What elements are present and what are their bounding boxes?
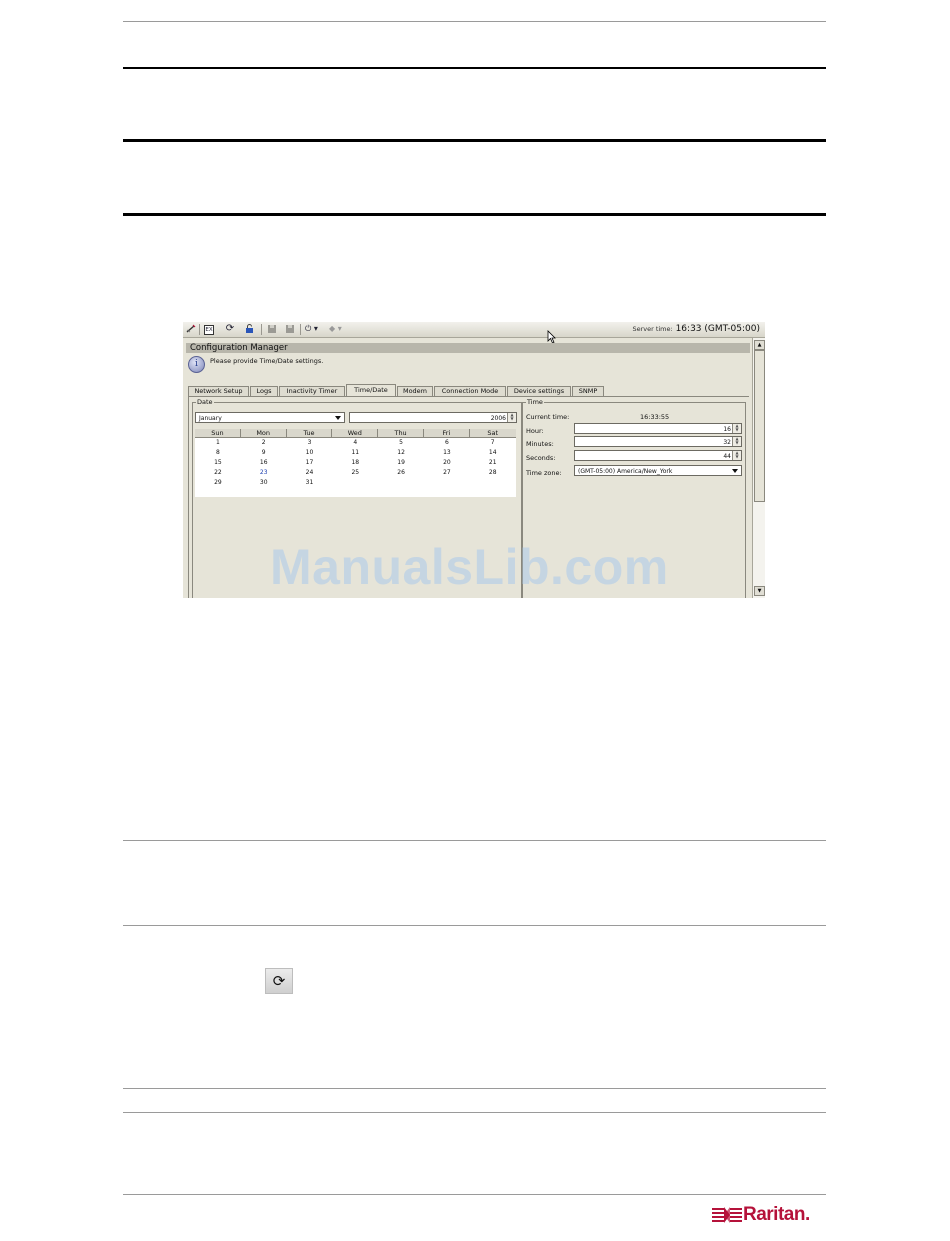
info-message: Please provide Time/Date settings. [210, 357, 324, 365]
seconds-label: Seconds: [526, 454, 556, 462]
calendar-day[interactable]: 13 [443, 449, 451, 456]
minutes-label: Minutes: [526, 440, 554, 448]
calendar-day[interactable]: 23 [259, 469, 268, 476]
scroll-down-icon[interactable]: ▼ [754, 586, 765, 596]
time-group-title: Time [527, 398, 543, 406]
info-icon: i [188, 356, 205, 373]
weekday-header: Wed [332, 429, 378, 437]
disk-icon[interactable] [267, 324, 277, 334]
calendar-day[interactable]: 6 [444, 439, 449, 446]
timezone-select[interactable] [574, 465, 742, 476]
tab-bar [188, 384, 748, 396]
chevron-down-icon [732, 469, 738, 473]
calendar-day[interactable]: 16 [259, 459, 268, 466]
calendar-day[interactable]: 19 [397, 459, 405, 466]
calendar-day[interactable]: 31 [305, 479, 314, 486]
calendar-day[interactable]: 3 [307, 439, 312, 446]
weekday-header: Fri [424, 429, 470, 437]
calendar-day[interactable]: 28 [488, 469, 497, 476]
calendar-day[interactable]: 18 [351, 459, 360, 466]
weekday-header: Tue [287, 429, 333, 437]
header-rule [123, 21, 826, 22]
power-dropdown-icon[interactable]: ⏻ ▾ [305, 324, 318, 333]
month-value: January [199, 415, 222, 422]
calendar-day[interactable]: 14 [488, 449, 497, 456]
current-time-value: 16:33:55 [640, 413, 670, 421]
minutes-spinner[interactable] [574, 436, 742, 447]
footer-rule [123, 1194, 826, 1195]
calendar-day[interactable]: 30 [259, 479, 268, 486]
spinner-buttons[interactable]: ▲ ▼ [507, 413, 516, 422]
page-title: Configuration Manager [186, 343, 750, 353]
server-time-value: 16:33 (GMT-05:00) [675, 324, 760, 334]
raritan-logo-text: Raritan. [743, 1204, 810, 1225]
disk-icon[interactable] [285, 324, 295, 334]
date-group-title: Date [197, 398, 213, 406]
seconds-value: 44 [723, 453, 731, 460]
year-spinner[interactable] [349, 412, 517, 423]
calendar-day[interactable]: 9 [261, 449, 266, 456]
toolbar-separator [199, 324, 200, 335]
hour-value: 16 [723, 426, 731, 433]
calendar-day[interactable]: 12 [397, 449, 405, 456]
tab-snmp[interactable]: SNMP [572, 386, 604, 396]
tab-network-setup[interactable]: Network Setup [188, 386, 249, 396]
calendar-header [195, 429, 516, 438]
server-time-label: Server time: [632, 325, 673, 333]
section-rule [123, 139, 826, 142]
raritan-logo-mark-icon [712, 1207, 742, 1225]
weekday-header: Mon [241, 429, 287, 437]
calendar-day[interactable]: 21 [488, 459, 497, 466]
scrollbar-thumb[interactable] [754, 350, 765, 502]
section-rule [123, 213, 826, 216]
calendar-day[interactable]: 11 [351, 449, 360, 456]
lock-icon[interactable] [245, 324, 255, 334]
calendar-day[interactable]: 8 [215, 449, 220, 456]
ex-icon[interactable]: EX [205, 327, 213, 333]
diamond-dropdown-icon[interactable]: ◆ ▾ [329, 324, 342, 333]
minutes-value: 32 [723, 439, 731, 446]
timezone-label: Time zone: [526, 469, 562, 477]
calendar-day[interactable]: 20 [443, 459, 451, 466]
weekday-header: Sat [487, 429, 499, 437]
timezone-value: (GMT-05:00) America/New_York [578, 468, 673, 475]
calendar-day[interactable]: 4 [353, 439, 358, 446]
month-select[interactable] [195, 412, 345, 423]
calendar-day[interactable]: 15 [214, 459, 222, 466]
watermark: ManualsLib.com [270, 539, 669, 595]
calendar-day[interactable]: 27 [443, 469, 451, 476]
calendar-day[interactable]: 22 [214, 469, 222, 476]
chevron-down-icon [335, 416, 341, 420]
scroll-up-icon[interactable]: ▲ [754, 340, 765, 350]
spinner-buttons[interactable]: ▲ ▼ [732, 451, 741, 460]
refresh-icon: ⟳ [272, 972, 286, 990]
calendar-day[interactable]: 2 [261, 439, 266, 446]
calendar-day[interactable]: 1 [215, 439, 220, 446]
calendar-day[interactable]: 5 [399, 439, 403, 446]
section-rule [123, 67, 826, 69]
calendar-day[interactable]: 24 [305, 469, 314, 476]
weekday-header: Thu [378, 429, 424, 437]
section-rule [123, 1088, 826, 1089]
calendar-day[interactable]: 10 [305, 449, 314, 456]
tab-device-settings[interactable]: Device settings [507, 386, 571, 396]
section-rule [123, 1112, 826, 1113]
tab-time-date[interactable]: Time/Date [346, 384, 396, 396]
calendar-day[interactable]: 17 [305, 459, 314, 466]
wand-icon[interactable] [186, 324, 196, 334]
toolbar-separator [300, 324, 301, 335]
seconds-spinner[interactable] [574, 450, 742, 461]
section-rule [123, 840, 826, 841]
calendar-day[interactable]: 29 [214, 479, 222, 486]
calendar-day[interactable]: 26 [397, 469, 405, 476]
calendar-day[interactable]: 25 [351, 469, 360, 476]
tab-logs[interactable]: Logs [250, 386, 278, 396]
server-time [632, 324, 760, 334]
calendar [195, 429, 516, 497]
spinner-buttons[interactable]: ▲ ▼ [732, 424, 741, 433]
refresh-button[interactable] [265, 968, 293, 994]
section-rule [123, 925, 826, 926]
vertical-scrollbar[interactable] [752, 338, 765, 598]
spinner-buttons[interactable]: ▲ ▼ [732, 437, 741, 446]
current-time-label: Current time: [526, 413, 570, 421]
hour-label: Hour: [526, 427, 544, 435]
tab-inactivity-timer[interactable]: Inactivity Timer [279, 386, 345, 396]
tab-modem[interactable]: Modem [397, 386, 433, 396]
tab-connection-mode[interactable]: Connection Mode [434, 386, 506, 396]
raritan-logo [712, 1203, 824, 1229]
refresh-icon[interactable]: ⟳ [225, 323, 235, 334]
calendar-day[interactable]: 7 [490, 439, 495, 446]
weekday-header: Sun [195, 429, 241, 437]
year-value: 2006 [490, 415, 506, 422]
toolbar [183, 322, 765, 338]
toolbar-separator [261, 324, 262, 335]
hour-spinner[interactable] [574, 423, 742, 434]
